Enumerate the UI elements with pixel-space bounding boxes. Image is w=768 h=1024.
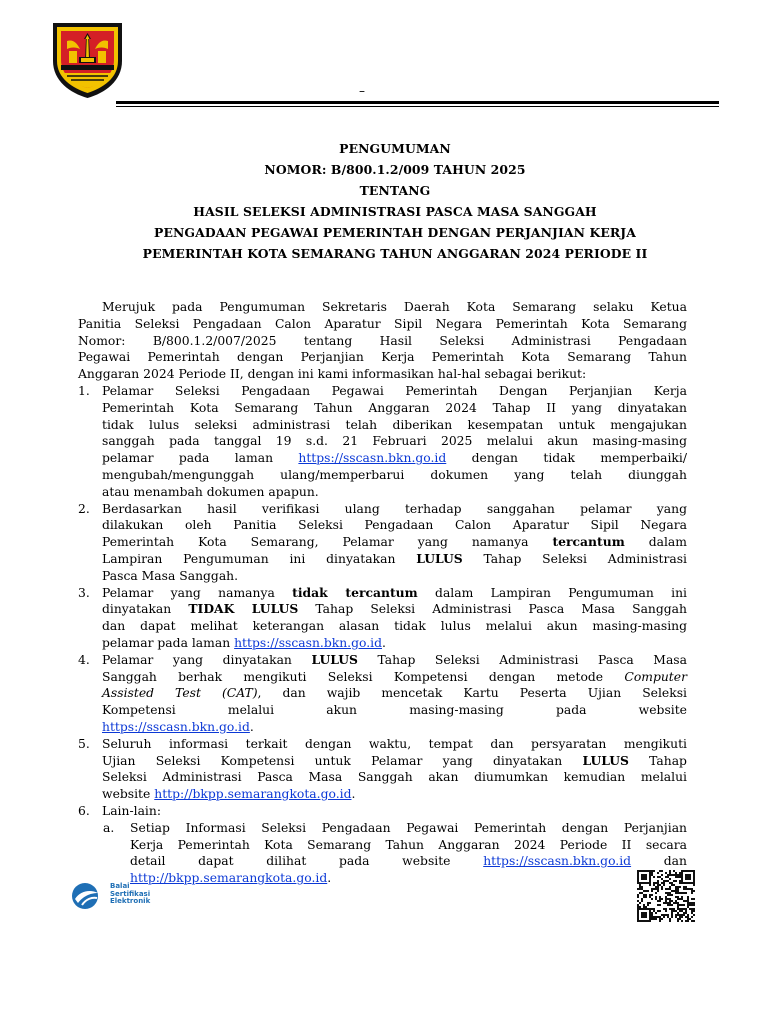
intro-paragraph: [78, 299, 687, 383]
list-number: 1.: [78, 383, 90, 398]
list-number: 2.: [78, 501, 90, 516]
item-text-line: pelamar pada laman https://sscasn.bkn.go.id.: [102, 635, 386, 650]
item-text-line: Pemerintah Kota Semarang Tahun Anggaran 2024 Tahap II yang dinyatakan: [102, 400, 687, 415]
intro-line: Nomor: B/800.1.2/007/2025 tentang Hasil Seleksi Administrasi Pengadaan: [78, 333, 687, 348]
item-text-line: Seluruh informasi terkait dengan waktu, tempat dan persyaratan mengikuti: [102, 736, 687, 751]
intro-line: Merujuk pada Pengumuman Sekretaris Daerah Kota Semarang selaku Ketua: [102, 300, 687, 314]
qr-code-icon: [637, 870, 695, 922]
item-text-line: website http://bkpp.semarangkota.go.id.: [102, 787, 356, 802]
sscasn-link[interactable]: https://sscasn.bkn.go.id: [483, 854, 632, 869]
item-text-line: Lampiran Pengumuman ini dinyatakan LULUS Tahap Seleksi Administrasi: [102, 550, 687, 566]
list-item-4: [78, 652, 687, 736]
title-number: NOMOR: B/800.1.2/009 TAHUN 2025: [264, 162, 526, 177]
sscasn-link[interactable]: https://sscasn.bkn.go.id: [234, 635, 382, 650]
item-text-line: sanggah pada tanggal 19 s.d. 21 Februari 2025 melalui akun masing-masing: [102, 434, 687, 449]
bsre-logo-icon: [70, 881, 110, 911]
item-text-line: Kompetensi melalui akun masing-masing pada website: [102, 703, 687, 718]
item-text-line: pelamar pada laman https://sscasn.bkn.go.id dengan tidak memperbaiki/: [102, 451, 687, 466]
title-subject-1: HASIL SELEKSI ADMINISTRASI PASCA MASA SANGGAH: [193, 204, 597, 219]
item-text-line: http://bkpp.semarangkota.go.id.: [130, 871, 332, 886]
item-text-line: atau menambah dokumen apapun.: [102, 484, 319, 499]
item-text-line: detail dapat dilihat pada website https://sscasn.bkn.go.id dan: [130, 854, 687, 869]
intro-line: Pegawai Pemerintah dengan Perjanjian Kerja Pemerintah Kota Semarang Tahun: [78, 350, 687, 365]
bsre-text-line: Sertifikasi: [110, 889, 151, 898]
item-text-line: Pasca Masa Sanggah.: [102, 568, 239, 583]
item-text-line: Assisted Test (CAT), dan wajib mencetak Kartu Peserta Ujian Seleksi: [102, 686, 687, 701]
list-item-3: [78, 585, 687, 652]
item-text-line: tidak lulus seleksi administrasi telah diberikan kesempatan untuk mengajukan: [102, 417, 687, 432]
bsre-text-line: Balai: [110, 882, 130, 890]
sscasn-link[interactable]: https://sscasn.bkn.go.id: [298, 451, 447, 466]
list-number: 4.: [78, 652, 90, 667]
item-text-line: Sanggah berhak mengikuti Seleksi Kompetensi dengan metode Computer: [102, 669, 687, 684]
title-about: TENTANG: [359, 183, 431, 198]
item-text-line: dilakukan oleh Panitia Seleksi Pengadaan Calon Aparatur Sipil Negara: [102, 518, 687, 533]
header-dash: –: [359, 84, 365, 98]
semarang-coat-of-arms-logo: [49, 21, 126, 99]
item-text-line: Ujian Seleksi Kompetensi untuk Pelamar yang dinyatakan LULUS Tahap: [102, 752, 687, 768]
sscasn-link[interactable]: https://sscasn.bkn.go.id: [102, 719, 250, 734]
header-rule-thick: [116, 101, 719, 104]
item-text-line: Pelamar yang dinyatakan LULUS Tahap Seleksi Administrasi Pasca Masa: [102, 651, 687, 667]
item-text-line: Pemerintah Kota Semarang, Pelamar yang namanya tercantum dalam: [102, 534, 687, 550]
intro-line: Panitia Seleksi Pengadaan Calon Aparatur Sipil Negara Pemerintah Kota Semarang: [78, 316, 687, 331]
title-announcement: PENGUMUMAN: [339, 141, 451, 156]
item-text-line: Setiap Informasi Seleksi Pengadaan Pegawai Pemerintah dengan Perjanjian: [130, 820, 687, 835]
item-text-line: Seleksi Administrasi Pasca Masa Sanggah akan diumumkan kemudian melalui: [102, 770, 687, 785]
item-text-line: dan dapat melihat keterangan alasan tidak lulus melalui akun masing-masing: [102, 619, 687, 634]
item-text-line: Lain-lain:: [102, 803, 161, 818]
item-text-line: dinyatakan TIDAK LULUS Tahap Seleksi Administrasi Pasca Masa Sanggah: [102, 601, 687, 617]
title-block: [70, 138, 720, 264]
header-rule-thin: [116, 106, 719, 107]
sub-item-a: [76, 820, 687, 887]
list-item-5: [78, 736, 687, 803]
bsre-logo-text: [110, 883, 150, 906]
title-subject-3: PEMERINTAH KOTA SEMARANG TAHUN ANGGARAN 2024 PERIODE II: [142, 246, 648, 261]
list-item-2: [78, 501, 687, 585]
item-text-line: mengubah/mengunggah ulang/memperbarui dokumen yang telah diunggah: [102, 467, 687, 482]
list-number: 6.: [78, 803, 90, 818]
sub-list-letter: a.: [103, 820, 115, 835]
list-number: 3.: [78, 585, 90, 600]
item-text-line: Berdasarkan hasil verifikasi ulang terhadap sanggahan pelamar yang: [102, 501, 687, 516]
bkpp-link[interactable]: http://bkpp.semarangkota.go.id: [130, 871, 328, 886]
item-text-line: Pelamar Seleksi Pengadaan Pegawai Pemerintah Dengan Perjanjian Kerja: [102, 383, 687, 398]
bsre-text-line: Elektronik: [110, 897, 151, 905]
list-number: 5.: [78, 736, 90, 751]
bkpp-link[interactable]: http://bkpp.semarangkota.go.id: [154, 787, 352, 802]
document-body: [78, 299, 687, 887]
item-text-line: Kerja Pemerintah Kota Semarang Tahun Anggaran 2024 Periode II secara: [130, 837, 687, 852]
list-item-1: [78, 383, 687, 501]
item-text-line: https://sscasn.bkn.go.id.: [102, 719, 254, 734]
item-text-line: Pelamar yang namanya tidak tercantum dalam Lampiran Pengumuman ini: [102, 584, 687, 600]
list-item-6: [78, 803, 687, 820]
title-subject-2: PENGADAAN PEGAWAI PEMERINTAH DENGAN PERJANJIAN KERJA: [154, 225, 636, 240]
intro-line: Anggaran 2024 Periode II, dengan ini kami informasikan hal-hal sebagai berikut:: [78, 367, 587, 382]
